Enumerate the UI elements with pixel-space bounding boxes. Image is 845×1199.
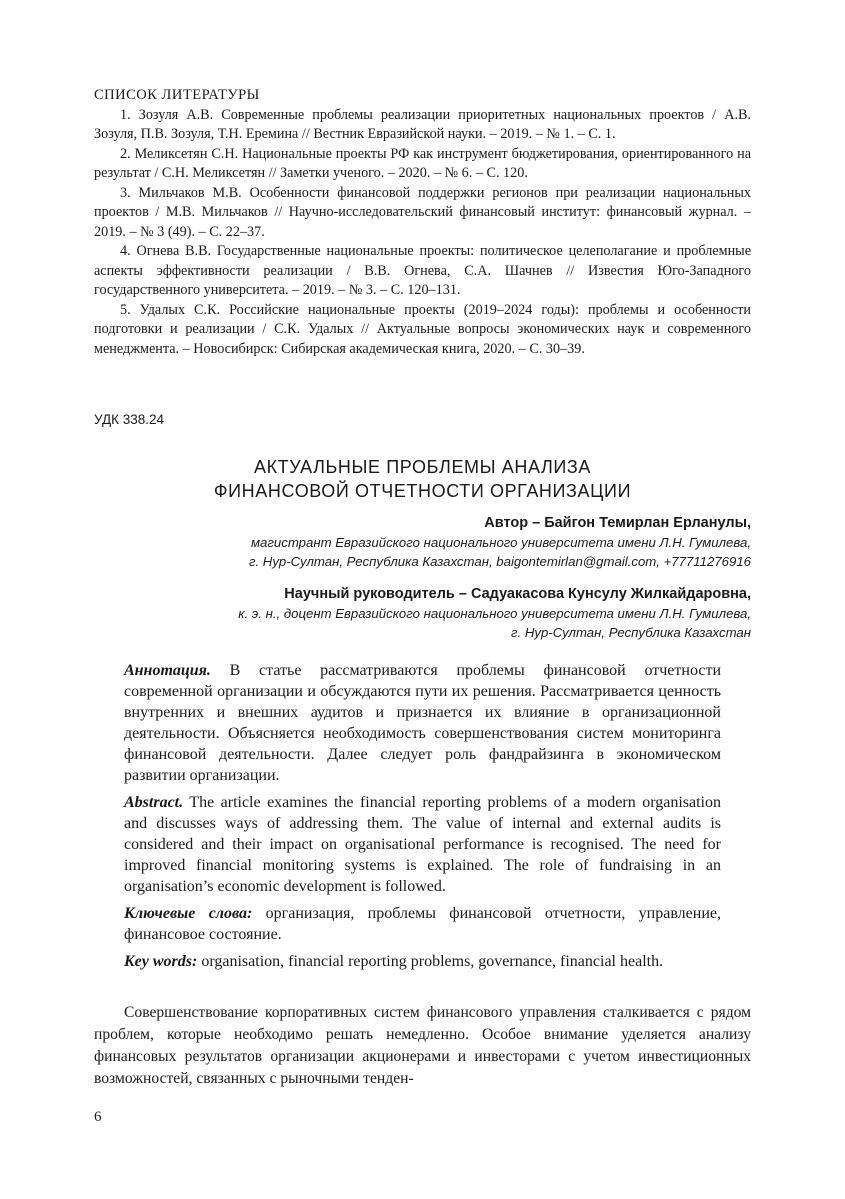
author-contacts: г. Нур-Султан, Республика Казахстан, baigontemirlan@gmail.com, +77711276916 — [248, 554, 751, 569]
page-number: 6 — [94, 1109, 102, 1125]
supervisor-block — [238, 584, 751, 642]
supervisor-location: г. Нур-Султан, Республика Казахстан — [511, 625, 751, 640]
annotation-text: В статье рассматриваются проблемы финансовой отчетности современной организации и обсуждаются пути их решения. Рассматривается ценность внутренних и внешних аудитов и признается их влияние в организационной деятельности. Объясняется необходимость совершенствования систем мониторинга финансовой деятельности. Далее следует роль фандрайзинга в экономическом развитии организации. — [124, 662, 721, 784]
reference-item: 1. Зозуля А.В. Современные проблемы реализации приоритетных национальных проектов / А.В. Зозуля, П.В. Зозуля, Т.Н. Еремина // Вестник Евразийской науки. – 2019. – № 1. – С. 1. — [94, 106, 751, 142]
abstract-label: Abstract. — [124, 794, 184, 811]
author-name: Автор – Байгон Темирлан Ерланулы, — [484, 515, 751, 531]
title-line-2: ФИНАНСОВОЙ ОТЧЕТНОСТИ ОРГАНИЗАЦИИ — [213, 481, 632, 501]
keywords-en-paragraph — [124, 951, 721, 972]
body-paragraph: Совершенствование корпоративных систем финансового управления сталкивается с рядом проблем, которые необходимо решать немедленно. Особое внимание уделяется анализу финансовых результатов организации акционерами и инвесторами с учетом инвестиционных возможностей, связанных с рыночными тенден- — [94, 1004, 751, 1087]
reference-item: 3. Мильчаков М.В. Особенности финансовой поддержки регионов при реализации национальных проектов / М.В. Мильчаков // Научно-исследовательский финансовый институт: финансовый журнал. – 2019. – № 3 (49). – С. 22–37. — [94, 184, 751, 240]
title-line-1: АКТУАЛЬНЫЕ ПРОБЛЕМЫ АНАЛИЗА — [253, 457, 592, 477]
author-block — [249, 513, 751, 571]
keywords-ru-paragraph — [124, 903, 721, 945]
annotation-paragraph — [124, 660, 721, 786]
references-heading: СПИСОК ЛИТЕРАТУРЫ — [94, 87, 260, 103]
references-section — [94, 86, 751, 359]
reference-item: 4. Огнева В.В. Государственные национальные проекты: политическое целеполагание и проблемные аспекты эффективности реализации / В.В. Огнева, С.А. Шачнев // Известия Юго-Западного государственного университета. – 2019. – № 3. – С. 120–131. — [94, 243, 751, 298]
keywords-ru-text: организация, проблемы финансовой отчетности, управление, финансовое состояние. — [124, 905, 721, 943]
abstract-section — [124, 660, 721, 978]
annotation-label: Аннотация. — [124, 662, 211, 679]
author-affiliation: магистрант Евразийского национального университета имени Л.Н. Гумилева, — [251, 535, 751, 550]
udk-code: УДК 338.24 — [94, 412, 165, 427]
article-title — [94, 455, 751, 503]
reference-item: 5. Удалых С.К. Российские национальные проекты (2019–2024 годы): проблемы и особенности подготовки и реализации / С.К. Удалых // Актуальные вопросы экономических наук и современного менеджмента. – Новосибирск: Сибирская академическая книга, 2020. – С. 30–39. — [94, 301, 751, 357]
abstract-text: The article examines the financial reporting problems of a modern organisation and discusses ways of addressing them. The value of internal and external audits is considered and their impact on organisational performance is recognised. The need for improved financial monitoring systems is explained. The role of fundraising in an organisation’s economic development is followed. — [124, 794, 721, 895]
supervisor-affiliation: к. э. н., доцент Евразийского национального университета имени Л.Н. Гумилева, — [238, 606, 751, 621]
abstract-paragraph — [124, 792, 721, 897]
reference-item: 2. Меликсетян С.Н. Национальные проекты РФ как инструмент бюджетирования, ориентированного на результат / С.Н. Меликсетян // Заметки ученого. – 2020. – № 6. – С. 120. — [94, 145, 751, 181]
supervisor-name: Научный руководитель – Садуакасова Кунсулу Жилкайдаровна, — [284, 586, 751, 602]
keywords-en-text: organisation, financial reporting problems, governance, financial health. — [197, 953, 664, 970]
keywords-en-label: Key words: — [124, 953, 198, 970]
keywords-ru-label: Ключевые слова: — [124, 905, 253, 922]
